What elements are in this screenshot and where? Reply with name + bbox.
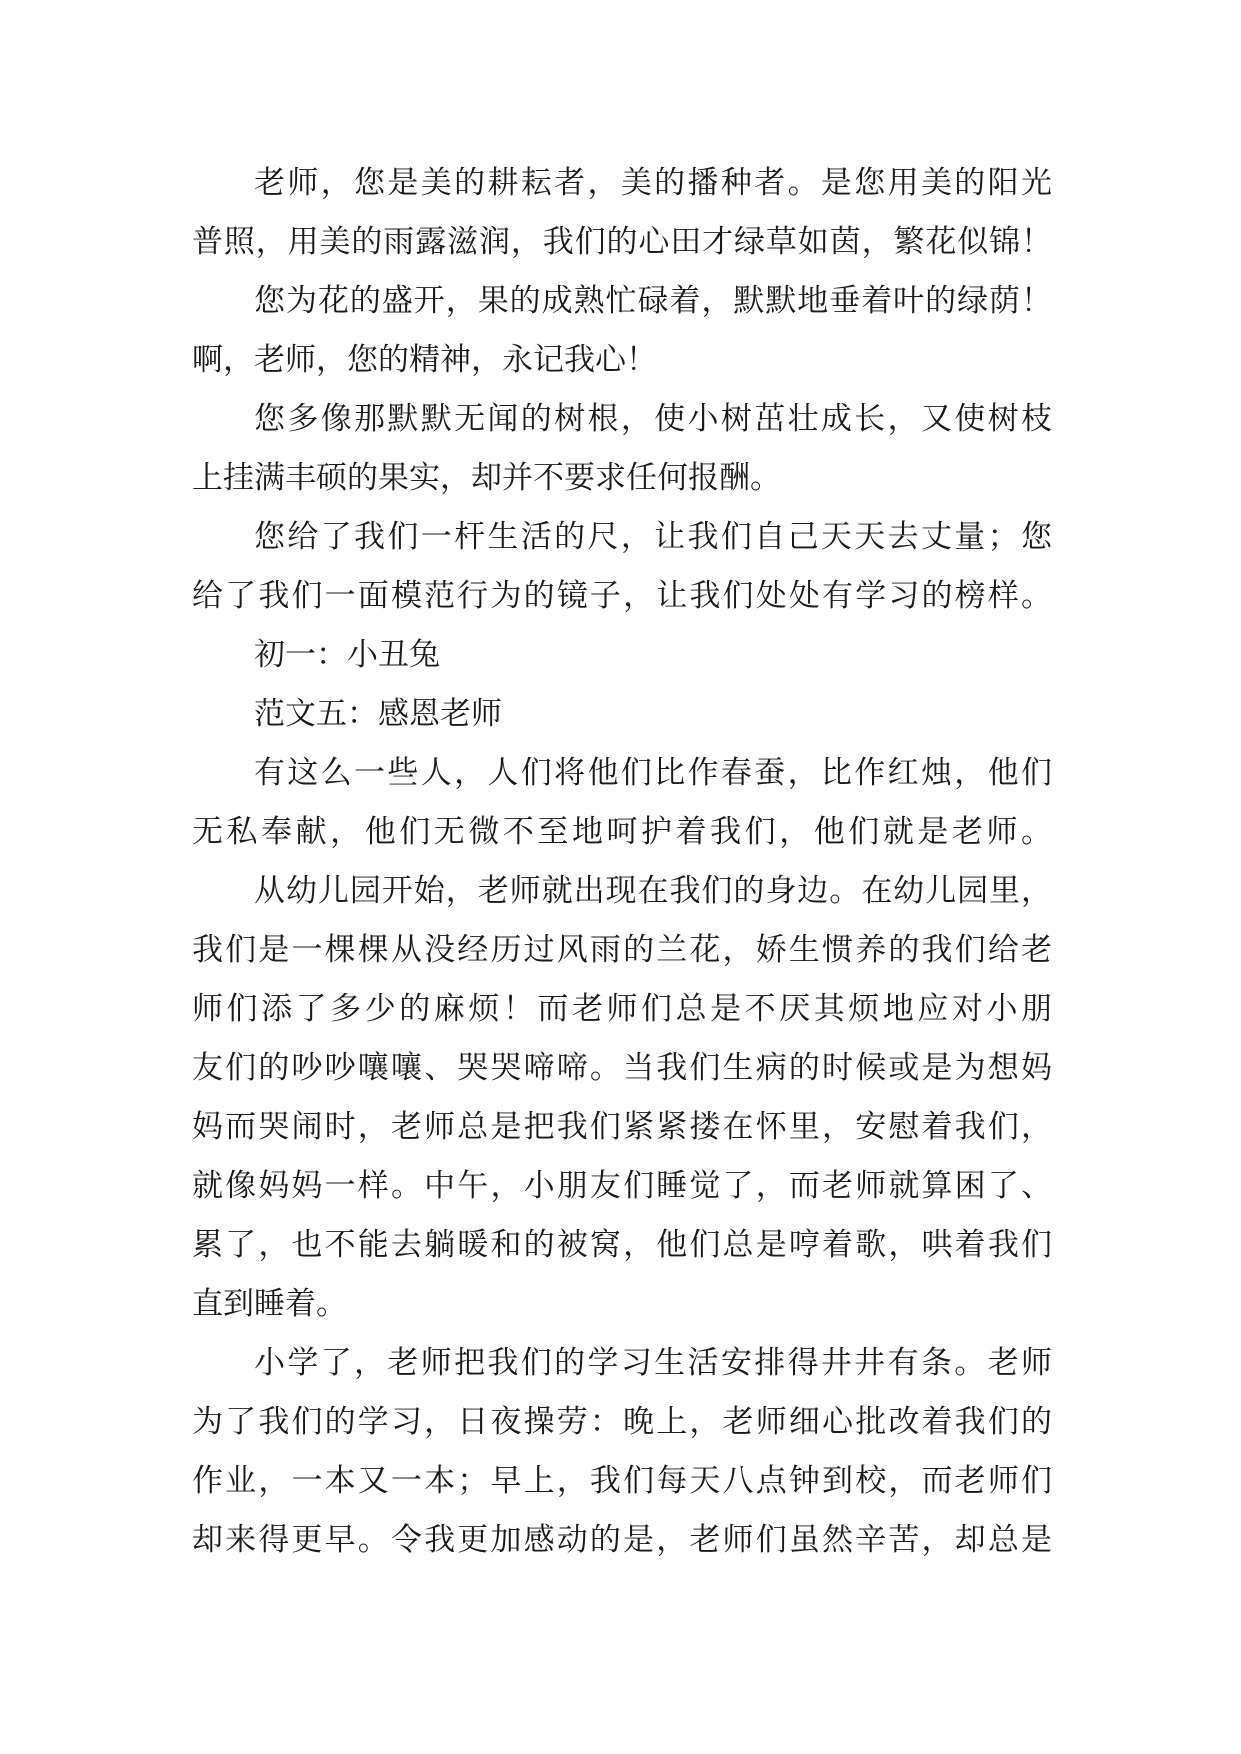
- text-line: 普照，用美的雨露滋润，我们的心田才绿草如茵，繁花似锦！: [192, 224, 1052, 260]
- text-line: 却来得更早。令我更加感动的是，老师们虽然辛苦，却总是: [192, 1522, 1052, 1558]
- text-line: 给了我们一面模范行为的镜子，让我们处处有学习的榜样。: [192, 578, 1052, 614]
- text-line: 无私奉献，他们无微不至地呵护着我们，他们就是老师。: [192, 814, 1052, 850]
- text-line: 您多像那默默无闻的树根，使小树茁壮成长，又使树枝: [254, 401, 1052, 437]
- text-line: 您为花的盛开，果的成熟忙碌着，默默地垂着叶的绿荫！: [254, 283, 1052, 319]
- text-line: 累了，也不能去躺暖和的被窝，他们总是哼着歌，哄着我们: [192, 1227, 1052, 1263]
- text-line: 直到睡着。: [192, 1286, 347, 1322]
- text-line: 作业，一本又一本；早上，我们每天八点钟到校，而老师们: [192, 1463, 1052, 1499]
- text-line: 老师，您是美的耕耘者，美的播种者。是您用美的阳光: [254, 165, 1052, 201]
- text-line: 就像妈妈一样。中午，小朋友们睡觉了，而老师就算困了、: [192, 1168, 1052, 1204]
- text-line: 妈而哭闹时，老师总是把我们紧紧搂在怀里，安慰着我们，: [192, 1109, 1052, 1145]
- section-heading: 范文五：感恩老师: [254, 696, 502, 732]
- text-line: 您给了我们一杆生活的尺，让我们自己天天去丈量；您: [254, 519, 1052, 555]
- text-line: 有这么一些人，人们将他们比作春蚕，比作红烛，他们: [254, 755, 1052, 791]
- text-line: 从幼儿园开始，老师就出现在我们的身边。在幼儿园里，: [254, 873, 1052, 909]
- text-line: 为了我们的学习，日夜操劳：晚上，老师细心批改着我们的: [192, 1404, 1052, 1440]
- text-line: 师们添了多少的麻烦！而老师们总是不厌其烦地应对小朋: [192, 991, 1052, 1027]
- text-line: 上挂满丰硕的果实，却并不要求任何报酬。: [192, 460, 781, 496]
- author-line: 初一：小丑兔: [254, 637, 440, 673]
- text-line: 友们的吵吵嚷嚷、哭哭啼啼。当我们生病的时候或是为想妈: [192, 1050, 1052, 1086]
- text-line: 我们是一棵棵从没经历过风雨的兰花，娇生惯养的我们给老: [192, 932, 1052, 968]
- document-body: [192, 154, 1052, 1570]
- text-line: 啊，老师，您的精神，永记我心！: [192, 342, 657, 378]
- text-line: 小学了，老师把我们的学习生活安排得井井有条。老师: [254, 1345, 1052, 1381]
